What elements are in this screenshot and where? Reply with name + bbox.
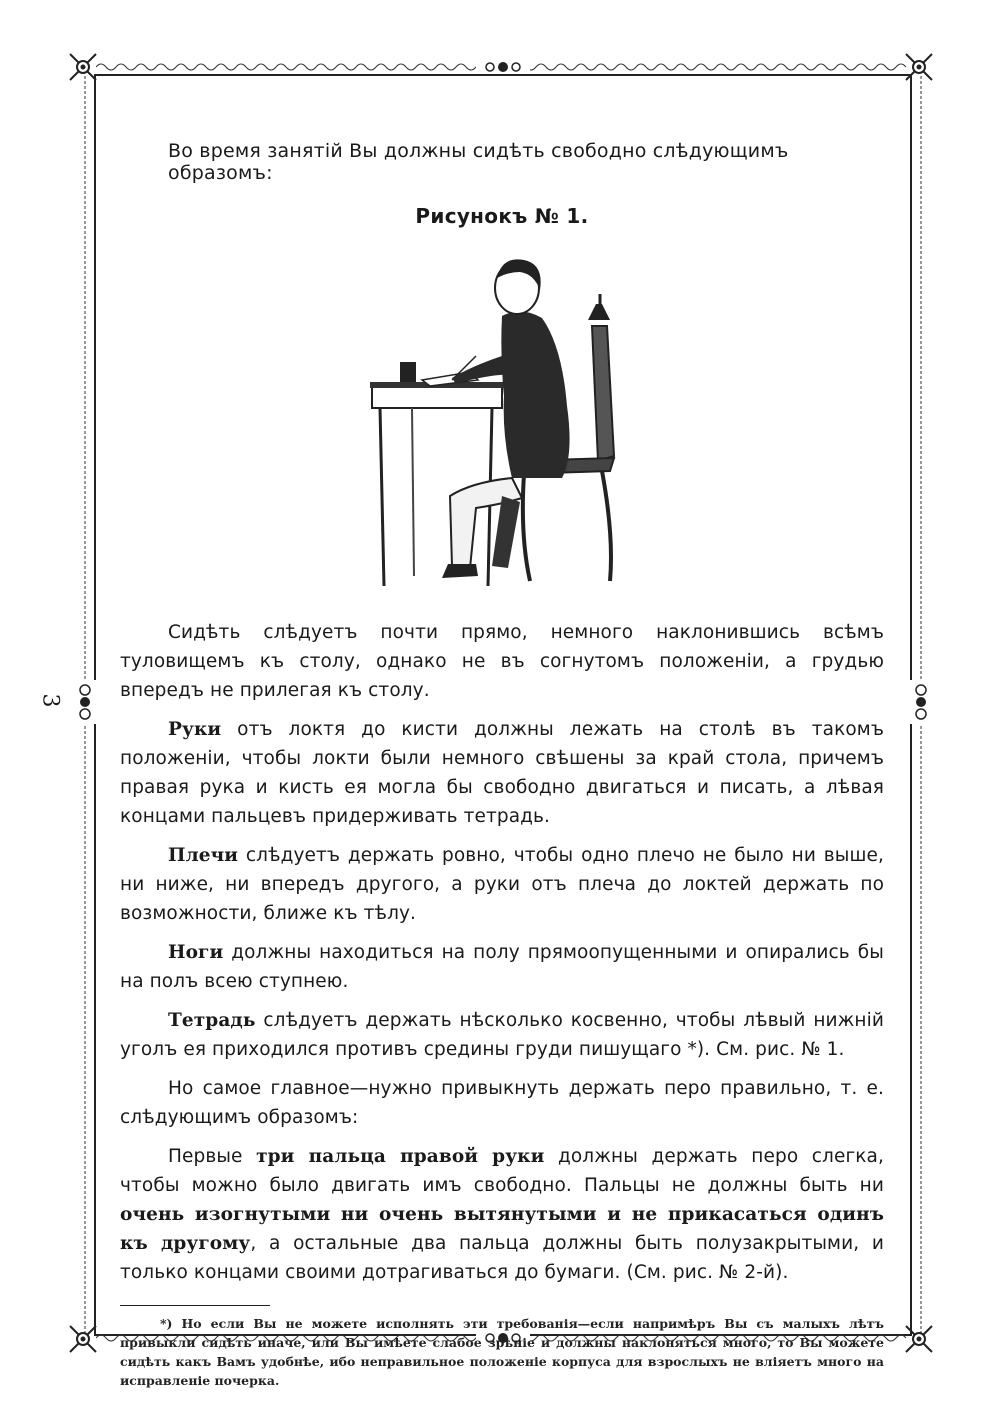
paragraph-posture: Сидѣть слѣдуетъ почти прямо, немного наклонившись всѣмъ туловищемъ къ столу, однако не въ согнутомъ положеніи, а грудью впередъ не прилегая къ столу. xyxy=(120,622,884,701)
paragraph-notebook xyxy=(120,1006,884,1064)
top-wavy-border xyxy=(96,60,910,74)
term-notebook: Тетрадь xyxy=(168,1010,256,1031)
page-content xyxy=(120,110,884,1390)
paragraph-main-point: Но самое главное—нужно привыкнуть держать перо правильно, т. е. слѣдующимъ образомъ: xyxy=(120,1078,884,1128)
side-ornament-icon xyxy=(71,680,99,724)
figure-title: Рисунокъ № 1. xyxy=(415,204,589,228)
paragraph-notebook-text: слѣдуетъ держать нѣсколько косвенно, чтобы лѣвый нижній уголъ ея приходился противъ средины груди пишущаго *). См. рис. № 1. xyxy=(120,1010,884,1060)
paragraph-fingers-text-a: Первые xyxy=(168,1146,257,1167)
term-legs: Ноги xyxy=(168,942,224,963)
paragraph-hands xyxy=(120,715,884,831)
term-three-fingers: три пальца правой руки xyxy=(256,1146,545,1167)
footnote-divider xyxy=(120,1305,270,1306)
intro-text: Во время занятій Вы должны сидѣть свободно слѣдующимъ образомъ: xyxy=(168,140,789,184)
term-hands: Руки xyxy=(168,719,222,740)
paragraph-legs xyxy=(120,938,884,996)
corner-ornament-icon xyxy=(902,50,936,84)
term-finger-position: очень изогнутыми ни очень вытянутыми и не прикасаться одинъ къ другому xyxy=(120,1204,884,1254)
corner-ornament-icon xyxy=(66,50,100,84)
paragraph-fingers-text-c: , а остальные два пальца должны быть полузакрытыми, и только концами своими дотрагиваться до бумаги. (См. рис. № 2-й). xyxy=(120,1233,884,1283)
man-writing-at-desk-illustration xyxy=(352,246,652,596)
side-ornament-icon xyxy=(907,680,935,724)
paragraph-fingers xyxy=(120,1142,884,1287)
page-number: 3 xyxy=(37,693,63,708)
corner-ornament-icon xyxy=(66,1322,100,1356)
paragraph-shoulders-text: слѣдуетъ держать ровно, чтобы одно плечо не было ни выше, ни ниже, ни впередъ другого, а руки отъ плеча до локтей держать по возможности, ближе къ тѣлу. xyxy=(120,845,884,924)
paragraph-fingers-text-b: должны держать перо слегка, чтобы можно было двигать имъ свободно. Пальцы не должны быть ни xyxy=(120,1146,884,1196)
paragraph-legs-text: должны находиться на полу прямоопущенными и опирались бы на полъ всею ступнею. xyxy=(120,942,884,992)
paragraph-hands-text: отъ локтя до кисти должны лежать на столѣ въ такомъ положеніи, чтобы локти были немного свѣшены за край стола, причемъ правая рука и кисть ея могла бы свободно двигаться и писать, а лѣвая концами пальцевъ придерживать тетрадь. xyxy=(120,719,884,827)
paragraph-shoulders xyxy=(120,841,884,928)
term-shoulders: Плечи xyxy=(168,845,239,866)
footnote: *) Но если Вы не можете исполнять эти требованія—если напримѣръ Вы съ малыхъ лѣтъ привыкли сидѣть иначе, или Вы имѣете слабое зрѣніе и должны наклоняться много, то Вы можете сидѣть какъ Вамъ удобнѣе, ибо неправильное положеніе корпуса для взрослыхъ не вліяетъ много на исправленіе почерка. xyxy=(120,1316,884,1388)
corner-ornament-icon xyxy=(902,1322,936,1356)
